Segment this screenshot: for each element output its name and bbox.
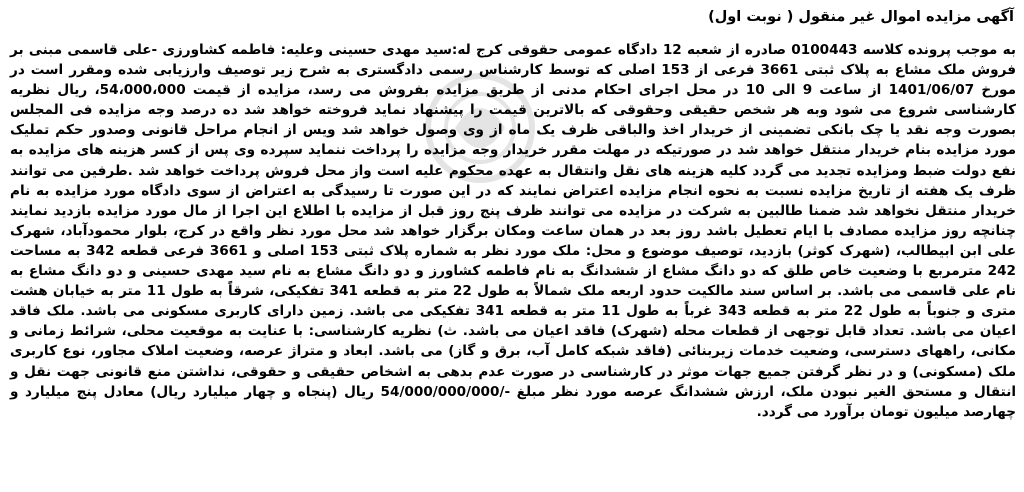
notice-title: آگهی مزایده اموال غیر منقول ( نوبت اول) <box>708 9 1014 25</box>
notice-body: به موجب پرونده کلاسه 0100443 صادره از شعبه 12 دادگاه عمومی حقوقی کرج له:سید مهدی حسینی وعلیه: فاطمه کشاورزی -علی قاسمی مبنی بر فروش ملک مشاع به پلاک ثبتی 3661 فرعی از 153 اصلی که توسط کارشناس رسمی دادگستری به شرح زیر توصیف وارزیابی شده ومقرر است در مورخ 1401/06/07 از ساعت 9 الی 10 در محل اجرای احکام مدنی از طریق مزایده بفروش می رسد، مزایده از قیمت 54،000،000، ریال نظریه کارشناسی شروع می شود وبه هر شخص حقیقی وحقوقی که بالاترین قیمت را پیشنهاد نماید فروخته خواهد شد ده درصد وجه مزایده فی المجلس بصورت وجه نقد یا چک بانکی تضمینی از خریدار اخذ والباقی ظرف یک ماه از وی وصول خواهد شد ویس از انجام مراحل قانونی وصدور حکم تملیک مورد مزایده بنام خریدار منتقل خواهد شد در صورتیکه در مهلت مقرر خریدار وجه مزایده را پرداخت ننماید سپرده وی پس از کسر هزینه های مزایده به نفع دولت ضبط ومزایده تجدید می گردد کلیه هزینه های نقل وانتقال به عهده محکوم علیه است واز محل فروش پرداخت خواهد شد .طرفین می توانند ظرف یک هفته از تاریخ مزایده نسبت به نحوه انجام مزایده اعتراض نمایند که در این صورت تا رسیدگی به اعتراض از سوی دادگاه مورد مزایده به نام خریدار منتقل نخواهد شد ضمنا طالبین به شرکت در مزایده می توانند ظرف پنج روز قبل از مزایده با اطلاع این اجرا از مال مورد مزایده بازدید نمایند چنانچه روز مزایده مصادف با ایام تعطیل باشد روز بعد در همان ساعت ومکان برگزار خواهد شد محل مورد نظر واقع در کرج، بلوار محمودآباد، شهرک علی ابن ابیطالب، (شهرک کوثر) بازدید، توصیف موضوع و محل: ملک مورد نظر به شماره پلاک ثبتی 153 اصلی و 3661 فرعی قطعه 342 به مساحت 242 مترمربع با وضعیت خاص طلق که دو دانگ مشاع از ششدانگ به نام فاطمه کشاورز و دو دانگ مشاع به نام سید مهدی حسینی و دو دانگ مشاع به نام علی قاسمی می باشد. بر اساس سند مالکیت حدود اربعه ملک شمالاً به طول 22 متر به قطعه 341 تفکیکی، شرقاً به طول 11 متر به خیابان هشت متری و جنوباً به طول 22 متر به قطعه 343 غرباً به طول 11 متر به قطعه 341 تفکیکی می باشد. زمین دارای کاربری مسکونی می باشد. ملک فاقد اعیان می باشد. تعداد قابل توجهی از قطعات محله (شهرک) فاقد اعیان می باشد. ث) نظریه کارشناسی: با عنایت به موقعیت محلی، شرائط زمانی و مکانی، راههای دسترسی، وضعیت خدمات زیربنائی (فاقد شبکه کامل آب، برق و گاز) می باشد. ابعاد و متراژ عرصه، وضعیت املاک مجاور، نوع کاربری ملک (مسکونی) و در نظر گرفتن جمیع جهات موثر در کارشناسی در صورت عدم بدهی به اشخاص حقیقی و حقوقی، نداشتن منع قانونی جهت نقل و انتقال و مستحق الغیر نبودن ملک، ارزش ششدانگ عرصه مورد نظر مبلغ -/54/000/000/000 ریال (پنجاه و چهار میلیارد ریال) معادل پنج میلیارد و چهارصد میلیون تومان برآورد می گردد. <box>10 42 1017 420</box>
